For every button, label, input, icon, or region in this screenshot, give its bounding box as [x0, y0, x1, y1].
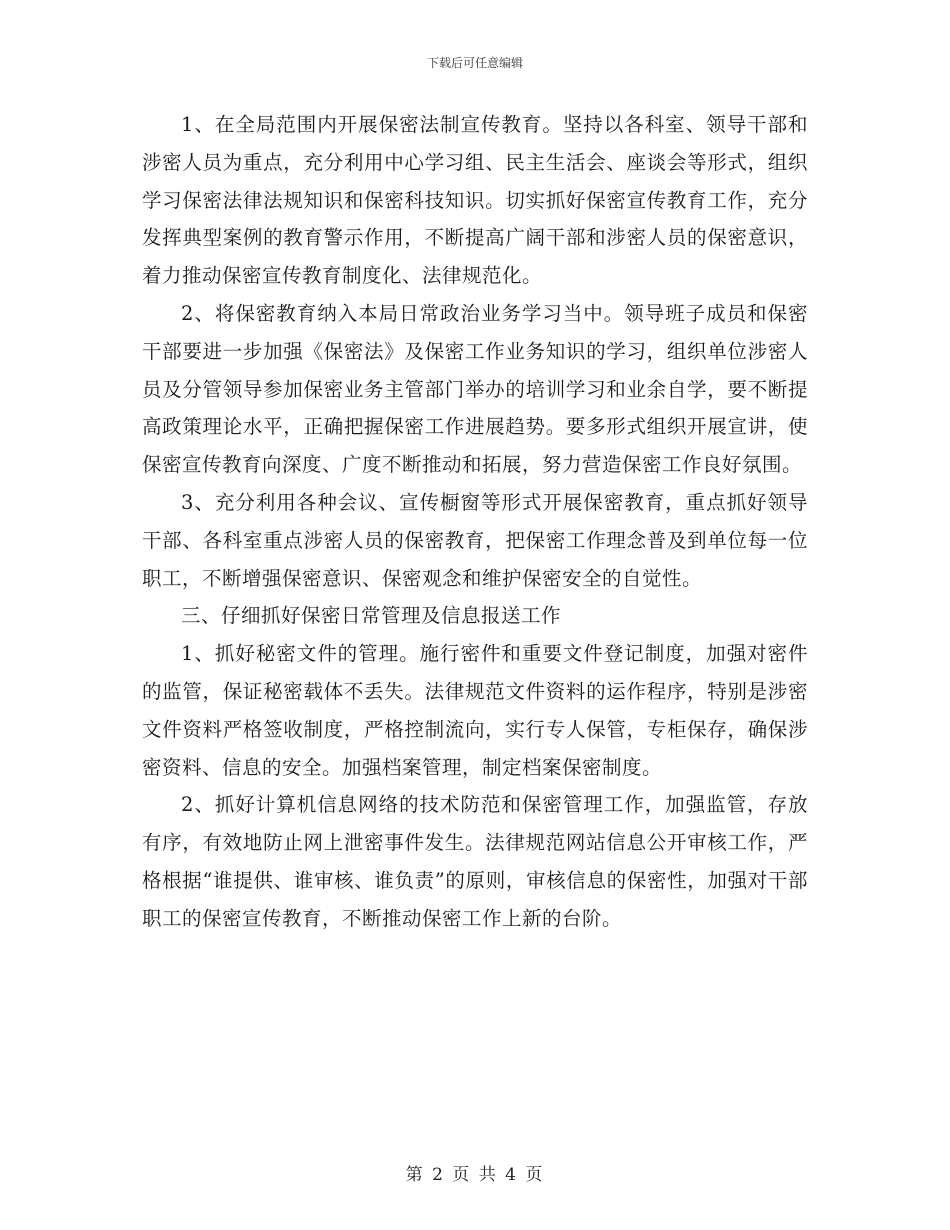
paragraph-2: 2、将保密教育纳入本局日常政治业务学习当中。领导班子成员和保密干部要进一步加强《保密法》及保密工作业务知识的学习，组织单位涉密人员及分管领导参加保密业务主管部门举办的培训学习和业余自学，要不断提高政策理论水平，正确把握保密工作进展趋势。要多形式组织开展宣讲，使保密宣传教育向深度、广度不断推动和拓展，努力营造保密工作良好氛围。 [142, 301, 808, 477]
paragraph-4: 1、抓好秘密文件的管理。施行密件和重要文件登记制度，加强对密件的监管，保证秘密载体不丢失。法律规范文件资料的运作程序，特别是涉密文件资料严格签收制度，严格控制流向，实行专人保管，专柜保存，确保涉密资料、信息的安全。加强档案管理，制定档案保密制度。 [142, 642, 808, 779]
paragraph-5: 2、抓好计算机信息网络的技术防范和保密管理工作，加强监管，存放有序，有效地防止网上泄密事件发生。法律规范网站信息公开审核工作，严格根据“谁提供、谁审核、谁负责”的原则，审核信息的保密性，加强对干部职工的保密宣传教育，不断推动保密工作上新的台阶。 [142, 793, 808, 930]
paragraph-3: 3、充分利用各种会议、宣传橱窗等形式开展保密教育，重点抓好领导干部、各科室重点涉密人员的保密教育，把保密工作理念普及到单位每一位职工，不断增强保密意识、保密观念和维护保密安全的自觉性。 [142, 490, 808, 590]
header-note: 下载后可任意编辑 [426, 56, 523, 70]
section-heading-3: 三、仔细抓好保密日常管理及信息报送工作 [181, 604, 562, 628]
paragraph-1: 1、在全局范围内开展保密法制宣传教育。坚持以各科室、领导干部和涉密人员为重点，充分利用中心学习组、民主生活会、座谈会等形式，组织学习保密法律法规知识和保密科技知识。切实抓好保密宣传教育工作，充分发挥典型案例的教育警示作用，不断提高广阔干部和涉密人员的保密意识，着力推动保密宣传教育制度化、法律规范化。 [142, 113, 808, 288]
page-indicator: 第 2 页 共 4 页 [405, 1165, 545, 1185]
document-body [142, 106, 808, 938]
